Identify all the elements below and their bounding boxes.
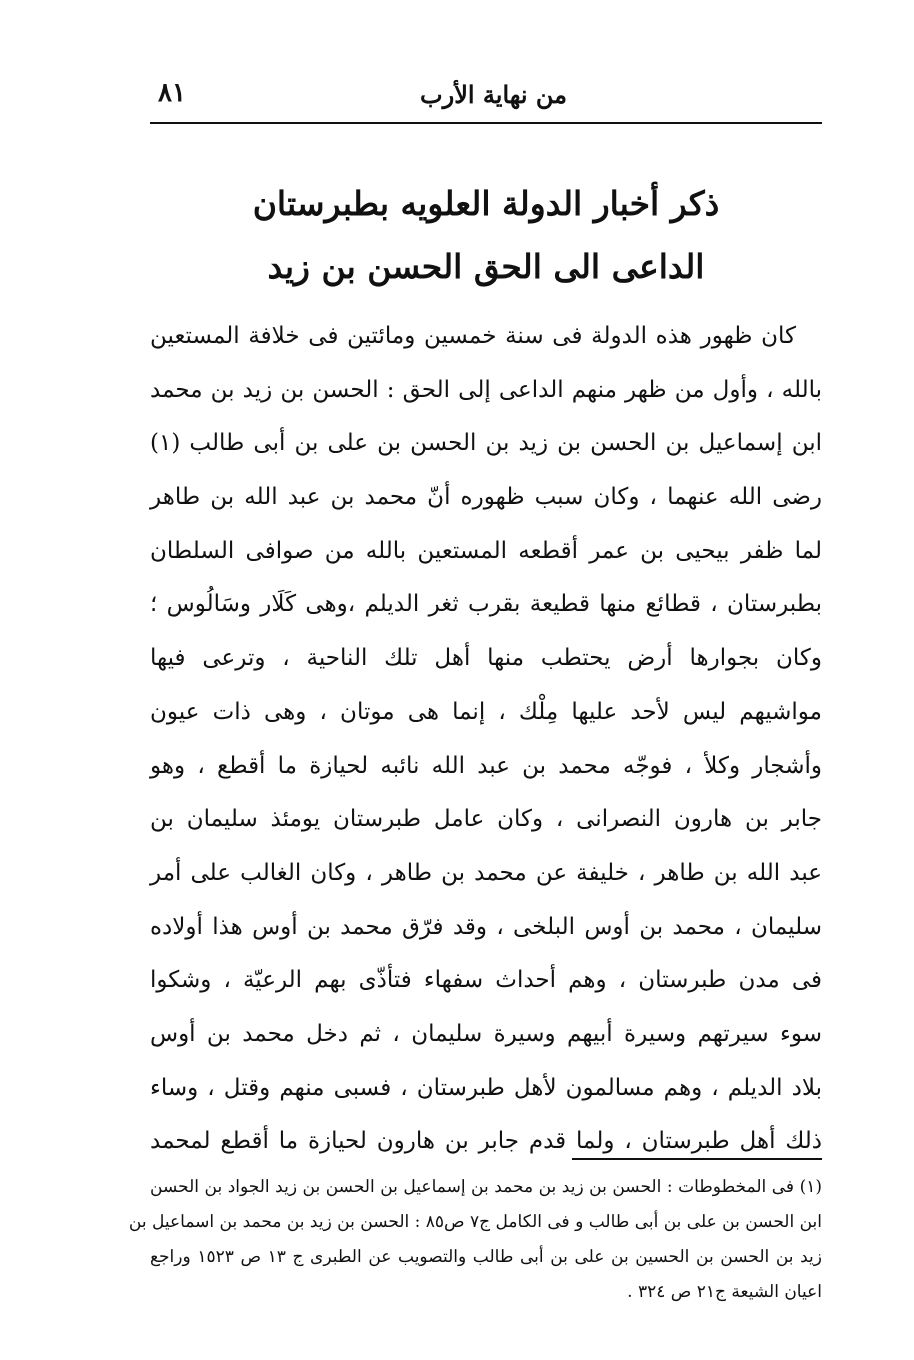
body-line: بالله ، وأول من ظهر منهم الداعى إلى الحق : الحسن بن زيد بن محمد — [150, 376, 822, 403]
page-number: ٨١ — [158, 78, 186, 108]
running-header-title: من نهاية الأرب — [420, 80, 567, 109]
footnote-line: اعيان الشيعة ج٢١ ص ٣٢٤ . — [627, 1282, 822, 1302]
body-text — [150, 310, 822, 1169]
footnotes — [128, 1170, 822, 1310]
body-line: رضى الله عنهما ، وكان سبب ظهوره أنّ محمد بن عبد الله بن طاهر — [150, 484, 823, 511]
body-line: وأشجار وكلأ ، فوجّه محمد بن عبد الله نائبه لحيازة ما أقطع ، وهو — [150, 752, 822, 779]
body-line: بطبرستان ، قطائع منها قطيعة بقرب ثغر الديلم ،وهى كَلَار وسَالُوس ؛ — [150, 591, 822, 618]
body-line: ذلك أهل طبرستان ، ولما قدم جابر بن هارون لحيازة ما أقطع لمحمد — [150, 1128, 822, 1155]
body-line: جابر بن هارون النصرانى ، وكان عامل طبرستان يومئذ سليمان بن — [150, 806, 822, 833]
footnote-line: زيد بن الحسن بن الحسين بن على بن أبى طالب والتصويب عن الطبرى ج ١٣ ص ١٥٢٣ وراجع — [150, 1247, 822, 1267]
body-line: عبد الله بن طاهر ، خليفة عن محمد بن طاهر ، وكان الغالب على أمر — [150, 859, 822, 886]
footnote-divider — [572, 1158, 822, 1160]
body-line: فى مدن طبرستان ، وهم أحداث سفهاء فتأذّى بهم الرعيّة ، وشكوا — [150, 967, 822, 994]
body-line: سوء سيرتهم وسيرة أبيهم وسيرة سليمان ، ثم دخل محمد بن أوس — [150, 1020, 822, 1047]
footnote-line: ابن الحسن بن على بن أبى طالب و فى الكامل ج٧ ص٨٥ : الحسن بن زيد بن محمد بن اسماعيل بن — [128, 1212, 822, 1232]
body-line: كان ظهور هذه الدولة فى سنة خمسين ومائتين فى خلافة المستعين — [150, 323, 796, 349]
body-line: مواشيهم ليس لأحد عليها مِلْك ، إنما هى موتان ، وهى ذات عيون — [150, 698, 822, 725]
chapter-title: ذكر أخبار الدولة العلويه بطبرستان — [252, 184, 720, 223]
body-line: وكان بجوارها أرض يحتطب منها أهل تلك الناحية ، وترعى فيها — [150, 645, 822, 672]
footnote-line: (١) فى المخطوطات : الحسن بن زيد بن محمد بن إسماعيل بن الحسن بن زيد الجواد بن الحسن — [150, 1177, 822, 1197]
body-line: ابن إسماعيل بن الحسن بن زيد بن الحسن بن على بن أبى طالب (١) — [150, 430, 822, 457]
running-header — [150, 72, 822, 124]
chapter-subtitle: الداعى الى الحق الحسن بن زيد — [267, 247, 705, 286]
body-line: لما ظفر بيحيى بن عمر أقطعه المستعين بالله من صوافى السلطان — [150, 537, 822, 564]
body-line: سليمان ، محمد بن أوس البلخى ، وقد فرّق محمد بن أوس هذا أولاده — [150, 913, 822, 940]
body-line: بلاد الديلم ، وهم مسالمون لأهل طبرستان ، فسبى منهم وقتل ، وساء — [150, 1074, 822, 1101]
